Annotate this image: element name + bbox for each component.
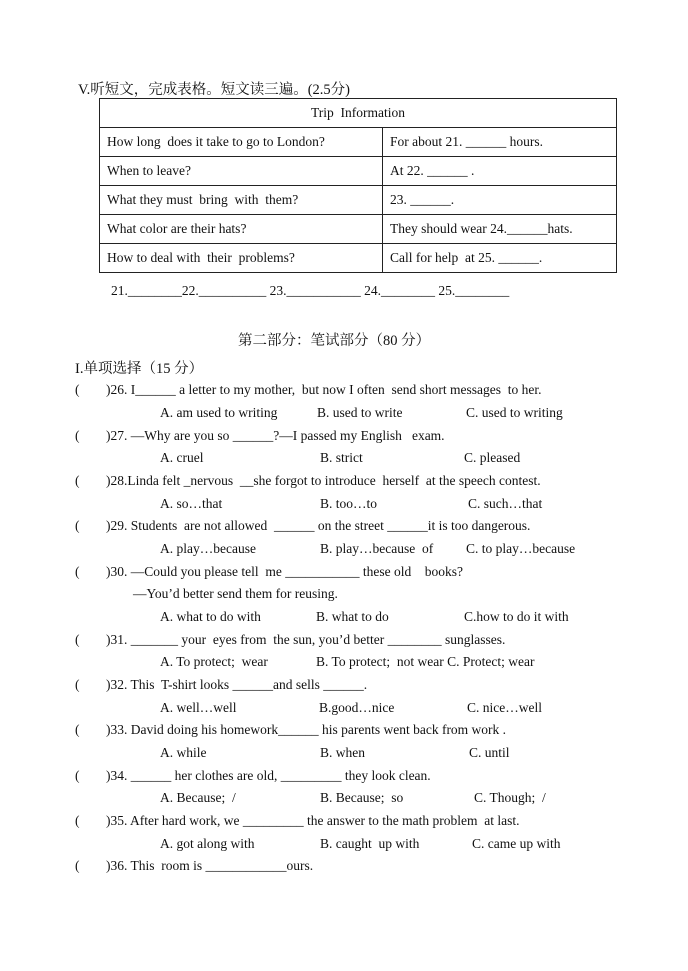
option-c: C. used to writing: [466, 405, 563, 420]
option-b: B. play…because of: [320, 541, 434, 556]
question-35: [75, 813, 520, 829]
table-question-cell: How to deal with their problems?: [100, 244, 383, 273]
table-row: [100, 157, 617, 186]
option-b: B. when: [320, 745, 365, 760]
table-row: [100, 186, 617, 215]
answer-paren: (: [75, 473, 80, 488]
option-a: A. Because; /: [160, 790, 236, 805]
option-b: B. strict: [320, 450, 363, 465]
question-stem: )27. —Why are you so ______?—I passed my English exam.: [106, 428, 445, 443]
answer-paren: (: [75, 382, 80, 397]
answer-paren: (: [75, 518, 80, 533]
option-c: C. nice…well: [467, 700, 542, 715]
option-c: C. until: [469, 745, 510, 760]
option-c: C. came up with: [472, 836, 561, 851]
table-title: Trip Information: [100, 99, 617, 128]
part2-title: 第二部分：笔试部分（80 分）: [238, 333, 431, 349]
question-27: [75, 428, 445, 444]
answer-paren: (: [75, 564, 80, 579]
table-question-cell: How long does it take to go to London?: [100, 128, 383, 157]
option-a: A. To protect; wear: [160, 654, 268, 669]
question-31: [75, 632, 505, 648]
question-stem-line2: —You’d better send them for reusing.: [133, 586, 338, 601]
option-a: A. well…well: [160, 700, 237, 715]
option-a: A. what to do with: [160, 609, 261, 624]
option-a: A. got along with: [160, 836, 255, 851]
answer-paren: (: [75, 722, 80, 737]
question-stem: )30. —Could you please tell me ___________ these old books?: [106, 564, 463, 579]
question-stem: )35. After hard work, we _________ the answer to the math problem at last.: [106, 813, 520, 828]
question-stem: )33. David doing his homework______ his parents went back from work .: [106, 722, 507, 737]
question-28: [75, 473, 541, 489]
option-a: A. so…that: [160, 496, 223, 511]
answer-paren: (: [75, 632, 80, 647]
table-question-cell: What color are their hats?: [100, 215, 383, 244]
trip-information-table: [99, 98, 617, 273]
table-question-cell: What they must bring with them?: [100, 186, 383, 215]
question-36: [75, 858, 313, 874]
listening-answer-line: 21.________22.__________ 23.___________ 24.________ 25.________: [111, 283, 510, 298]
table-answer-cell: For about 21. ______ hours.: [383, 128, 617, 157]
answer-paren: (: [75, 677, 80, 692]
option-c: C. to play…because: [466, 541, 576, 556]
table-row: [100, 128, 617, 157]
question-34: [75, 768, 431, 784]
table-question-cell: When to leave?: [100, 157, 383, 186]
option-b: B. Because; so: [320, 790, 404, 805]
option-b: B.good…nice: [319, 700, 395, 715]
option-b: B. caught up with: [320, 836, 420, 851]
answer-paren: (: [75, 813, 80, 828]
question-33: [75, 722, 506, 738]
listening-section-heading: V.听短文，完成表格。短文读三遍。(2.5分): [78, 82, 351, 98]
answer-paren: (: [75, 858, 80, 873]
question-stem: )31. _______ your eyes from the sun, you’d better ________ sunglasses.: [106, 632, 506, 647]
option-b: B. used to write: [317, 405, 403, 420]
question-stem: )36. This room is ____________ours.: [106, 858, 314, 873]
table-answer-cell: 23. ______.: [383, 186, 617, 215]
table-answer-cell: Call for help at 25. ______.: [383, 244, 617, 273]
option-b: B. too…to: [320, 496, 378, 511]
question-stem: )26. I______ a letter to my mother, but now I often send short messages to her.: [106, 382, 542, 397]
option-b: B. what to do: [316, 609, 389, 624]
answer-paren: (: [75, 768, 80, 783]
question-stem: )28.Linda felt _nervous __she forgot to introduce herself at the speech contest.: [106, 473, 541, 488]
option-c: C. Though; /: [474, 790, 546, 805]
answer-paren: (: [75, 428, 80, 443]
table-header-row: [100, 99, 617, 128]
table-row: [100, 244, 617, 273]
option-c: C.how to do it with: [464, 609, 569, 624]
question-26: [75, 382, 542, 398]
question-stem: )32. This T-shirt looks ______and sells ______.: [106, 677, 368, 692]
question-29: [75, 518, 530, 534]
option-a: A. am used to writing: [160, 405, 278, 420]
question-30: [75, 564, 463, 580]
option-b: B. To protect; not wear C. Protect; wear: [316, 654, 535, 669]
table-row: [100, 215, 617, 244]
option-a: A. play…because: [160, 541, 256, 556]
option-c: C. such…that: [468, 496, 543, 511]
option-a: A. cruel: [160, 450, 204, 465]
table-answer-cell: They should wear 24.______hats.: [383, 215, 617, 244]
table-answer-cell: At 22. ______ .: [383, 157, 617, 186]
option-a: A. while: [160, 745, 207, 760]
question-stem: )29. Students are not allowed ______ on the street ______it is too dangerous.: [106, 518, 531, 533]
question-32: [75, 677, 367, 693]
option-c: C. pleased: [464, 450, 521, 465]
question-stem: )34. ______ her clothes are old, _________ they look clean.: [106, 768, 431, 783]
section1-title: I.单项选择（15 分）: [75, 361, 204, 377]
